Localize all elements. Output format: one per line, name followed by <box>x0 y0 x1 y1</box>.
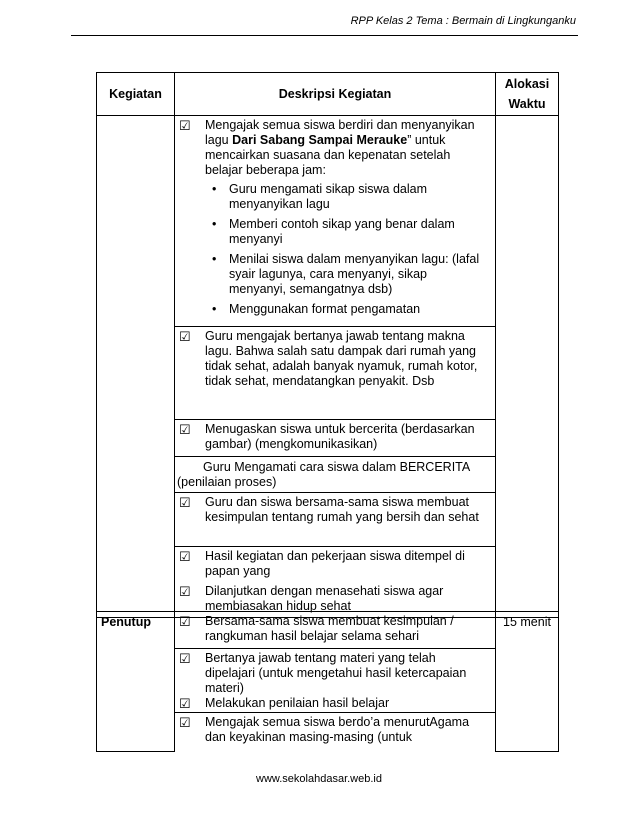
kegiatan-cell-empty <box>97 116 175 618</box>
checkbox-icon: ☑ <box>179 422 191 437</box>
description-cell <box>175 493 496 547</box>
table-row <box>97 116 559 327</box>
description-cell <box>175 457 496 493</box>
table-header-row <box>97 73 559 116</box>
table-row <box>97 612 559 649</box>
desc-text: ” untuk mencairkan suasana dan kepenatan setelah belajar beberapa jam: <box>205 133 451 177</box>
desc-text: Menugaskan siswa untuk bercerita (berdasarkan gambar) (mengkomunikasikan) <box>205 422 475 451</box>
checkbox-icon: ☑ <box>179 614 191 629</box>
col-deskripsi-header: Deskripsi Kegiatan <box>175 73 496 116</box>
desc-text: Guru dan siswa bersama-sama siswa membuat kesimpulan tentang rumah yang bersih dan sehat <box>205 495 479 524</box>
description-cell <box>175 649 496 713</box>
col-kegiatan-header: Kegiatan <box>97 73 175 116</box>
description-cell <box>175 116 496 327</box>
desc-text: Guru Mengamati cara siswa dalam BERCERITA <box>203 460 471 474</box>
desc-text: Mengajak semua siswa berdo’a menurutAgama dan keyakinan masing-masing (untuk <box>205 715 470 744</box>
alokasi-cell <box>496 612 559 752</box>
list-item: • Guru mengamati sikap siswa dalam menyanyikan lagu <box>229 182 487 212</box>
checkbox-icon: ☑ <box>179 495 191 510</box>
time-allocation: 15 menit <box>503 615 551 629</box>
desc-text: Bertanya jawab tentang materi yang telah dipelajari (untuk mengetahui hasil ketercapaian materi) <box>205 651 467 695</box>
desc-text: Bersama-sama siswa membuat kesimpulan / rangkuman hasil belajar selama sehari <box>205 614 454 643</box>
song-title: Dari Sabang Sampai Merauke <box>232 133 408 147</box>
desc-text: Hasil kegiatan dan pekerjaan siswa ditempel di papan yang <box>205 549 465 578</box>
checkbox-icon: ☑ <box>179 696 191 711</box>
checkbox-icon: ☑ <box>179 715 191 730</box>
checkbox-icon: ☑ <box>179 651 191 666</box>
desc-text: Dilanjutkan dengan menasehati siswa agar membiasakan hidup sehat <box>205 584 444 613</box>
checkbox-icon: ☑ <box>179 584 191 599</box>
desc-text: (penilaian proses) <box>177 475 277 489</box>
desc-text: Melakukan penilaian hasil belajar <box>205 696 390 710</box>
description-cell <box>175 547 496 618</box>
checkbox-icon: ☑ <box>179 118 191 133</box>
penutup-table <box>96 611 559 752</box>
list-item: • Memberi contoh sikap yang benar dalam menyanyi <box>229 217 487 247</box>
running-header: RPP Kelas 2 Tema : Bermain di Lingkunganku <box>350 15 576 27</box>
desc-text: Guru mengajak bertanya jawab tentang makna lagu. Bahwa salah satu dampak dari rumah yang tidak sehat, adalah banyak nyamuk, rumah kotor, tidak sehat, mendatangkan penyakit. Dsb <box>205 329 478 388</box>
list-item: • Menilai siswa dalam menyanyikan lagu: (lafal syair lagunya, cara menyanyi, sikap menyanyi, semangatnya dsb) <box>229 252 487 297</box>
description-cell <box>175 612 496 649</box>
description-cell <box>175 713 496 752</box>
description-cell <box>175 420 496 457</box>
header-rule <box>71 35 578 36</box>
footer-url: www.sekolahdasar.web.id <box>256 773 382 785</box>
checkbox-icon: ☑ <box>179 329 191 344</box>
list-item: • Menggunakan format pengamatan <box>229 302 487 317</box>
activity-table <box>96 72 559 618</box>
alokasi-cell-empty <box>496 116 559 618</box>
checkbox-icon: ☑ <box>179 549 191 564</box>
kegiatan-cell <box>97 612 175 752</box>
penutup-label: Penutup <box>101 615 151 629</box>
col-alokasi-header: Alokasi Waktu <box>496 73 559 116</box>
desc-text: Mengajak semua siswa berdiri dan menyanyikan lagu <box>205 118 475 147</box>
description-cell <box>175 327 496 420</box>
bullet-list <box>205 182 487 317</box>
